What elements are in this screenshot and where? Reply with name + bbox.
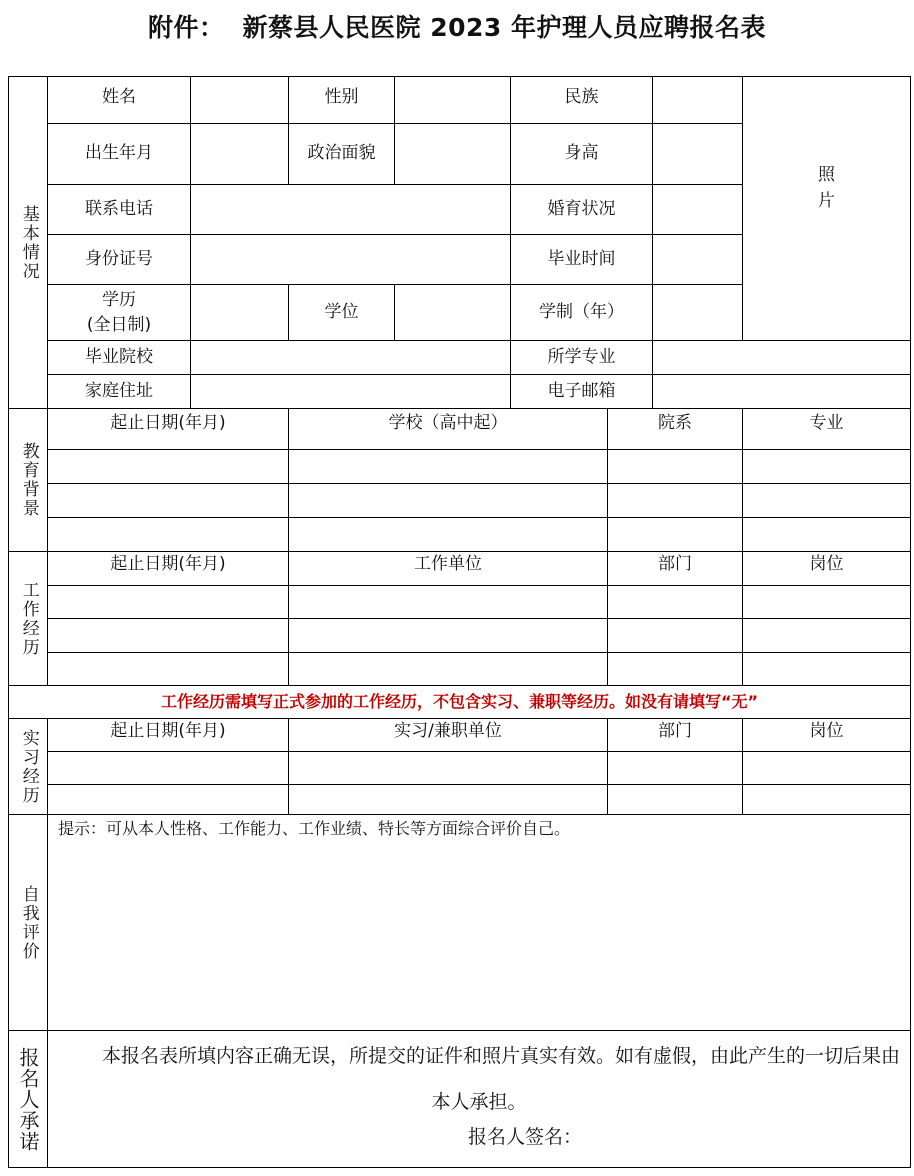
field-marital[interactable] xyxy=(652,184,743,235)
field-name[interactable] xyxy=(190,76,289,124)
field-id-number[interactable] xyxy=(190,234,511,285)
edu-cell[interactable] xyxy=(742,517,911,552)
section-intern-label: 实习经历 xyxy=(8,718,48,815)
field-grad-time[interactable] xyxy=(652,234,743,285)
edu-cell[interactable] xyxy=(742,449,911,484)
work-cell[interactable] xyxy=(607,618,743,653)
label-major: 所学专业 xyxy=(510,340,653,375)
work-header-dept: 部门 xyxy=(607,551,743,586)
edu-header-school: 学校（高中起） xyxy=(288,408,608,450)
field-phone[interactable] xyxy=(190,184,511,235)
edu-header-dates: 起止日期(年月) xyxy=(47,408,289,450)
label-phone: 联系电话 xyxy=(47,184,191,235)
section-education-label: 教育背景 xyxy=(8,408,48,552)
edu-cell[interactable] xyxy=(47,449,289,484)
label-school: 毕业院校 xyxy=(47,340,191,375)
edu-cell[interactable] xyxy=(47,483,289,518)
intern-cell[interactable] xyxy=(47,784,289,815)
edu-cell[interactable] xyxy=(288,449,608,484)
label-degree: 学位 xyxy=(288,284,395,341)
title-prefix: 附件： xyxy=(147,13,225,42)
intern-cell[interactable] xyxy=(47,751,289,785)
label-education xyxy=(47,284,191,341)
work-cell[interactable] xyxy=(47,585,289,619)
label-height: 身高 xyxy=(510,123,653,185)
work-cell[interactable] xyxy=(47,618,289,653)
label-ethnicity: 民族 xyxy=(510,76,653,124)
work-header-employer: 工作单位 xyxy=(288,551,608,586)
edu-cell[interactable] xyxy=(47,517,289,552)
intern-header-position: 岗位 xyxy=(742,718,911,752)
intern-cell[interactable] xyxy=(742,751,911,785)
field-birth[interactable] xyxy=(190,123,289,185)
field-school[interactable] xyxy=(190,340,511,375)
photo-box[interactable] xyxy=(742,76,911,341)
edu-cell[interactable] xyxy=(288,517,608,552)
section-basic-label: 基本情况 xyxy=(8,76,48,409)
label-education-line1: 学历 xyxy=(102,289,136,310)
label-grad-time: 毕业时间 xyxy=(510,234,653,285)
edu-cell[interactable] xyxy=(288,483,608,518)
label-gender: 性别 xyxy=(288,76,395,124)
field-degree[interactable] xyxy=(394,284,511,341)
section-self-eval-label: 自我评价 xyxy=(8,814,48,1031)
edu-cell[interactable] xyxy=(607,449,743,484)
title-main: 新蔡县人民医院 2023 年护理人员应聘报名表 xyxy=(242,13,766,42)
field-education[interactable] xyxy=(190,284,289,341)
field-gender[interactable] xyxy=(394,76,511,124)
intern-header-dept: 部门 xyxy=(607,718,743,752)
label-education-line2: (全日制) xyxy=(86,314,152,335)
label-marital: 婚育状况 xyxy=(510,184,653,235)
field-political[interactable] xyxy=(394,123,511,185)
section-pledge-label: 报名人承诺 xyxy=(8,1030,48,1168)
work-cell[interactable] xyxy=(288,618,608,653)
label-name: 姓名 xyxy=(47,76,191,124)
label-duration: 学制（年） xyxy=(510,284,653,341)
form-title xyxy=(0,8,914,44)
edu-header-dept: 院系 xyxy=(607,408,743,450)
section-work-label: 工作经历 xyxy=(8,551,48,686)
pledge-text: 本报名表所填内容正确无误，所提交的证件和照片真实有效。如有虚假，由此产生的一切后果由本人承担。 xyxy=(102,1045,901,1113)
work-cell[interactable] xyxy=(288,652,608,686)
label-birth: 出生年月 xyxy=(47,123,191,185)
edu-header-major: 专业 xyxy=(742,408,911,450)
work-cell[interactable] xyxy=(288,585,608,619)
field-address[interactable] xyxy=(190,374,511,409)
work-cell[interactable] xyxy=(607,585,743,619)
edu-cell[interactable] xyxy=(607,517,743,552)
intern-cell[interactable] xyxy=(607,784,743,815)
intern-cell[interactable] xyxy=(742,784,911,815)
field-major[interactable] xyxy=(652,340,911,375)
label-political: 政治面貌 xyxy=(288,123,395,185)
label-address: 家庭住址 xyxy=(47,374,191,409)
work-header-position: 岗位 xyxy=(742,551,911,586)
intern-cell[interactable] xyxy=(288,751,608,785)
intern-cell[interactable] xyxy=(607,751,743,785)
intern-header-dates: 起止日期(年月) xyxy=(47,718,289,752)
edu-cell[interactable] xyxy=(742,483,911,518)
label-id-number: 身份证号 xyxy=(47,234,191,285)
intern-header-employer: 实习/兼职单位 xyxy=(288,718,608,752)
edu-cell[interactable] xyxy=(607,483,743,518)
work-cell[interactable] xyxy=(607,652,743,686)
pledge-box xyxy=(47,1030,911,1168)
intern-cell[interactable] xyxy=(288,784,608,815)
work-cell[interactable] xyxy=(47,652,289,686)
field-height[interactable] xyxy=(652,123,743,185)
self-eval-hint: 提示：可从本人性格、工作能力、工作业绩、特长等方面综合评价自己。 xyxy=(58,819,571,838)
signature-label[interactable]: 报名人签名： xyxy=(468,1126,583,1148)
work-cell[interactable] xyxy=(742,652,911,686)
work-header-dates: 起止日期(年月) xyxy=(47,551,289,586)
field-email[interactable] xyxy=(652,374,911,409)
work-cell[interactable] xyxy=(742,585,911,619)
work-cell[interactable] xyxy=(742,618,911,653)
label-email: 电子邮箱 xyxy=(510,374,653,409)
self-eval-field[interactable] xyxy=(47,814,911,1031)
photo-label-2: 片 xyxy=(818,190,835,211)
field-ethnicity[interactable] xyxy=(652,76,743,124)
field-duration[interactable] xyxy=(652,284,743,341)
work-note: 工作经历需填写正式参加的工作经历，不包含实习、兼职等经历。如没有请填写“无” xyxy=(8,685,911,719)
photo-label-1: 照 xyxy=(818,165,835,185)
